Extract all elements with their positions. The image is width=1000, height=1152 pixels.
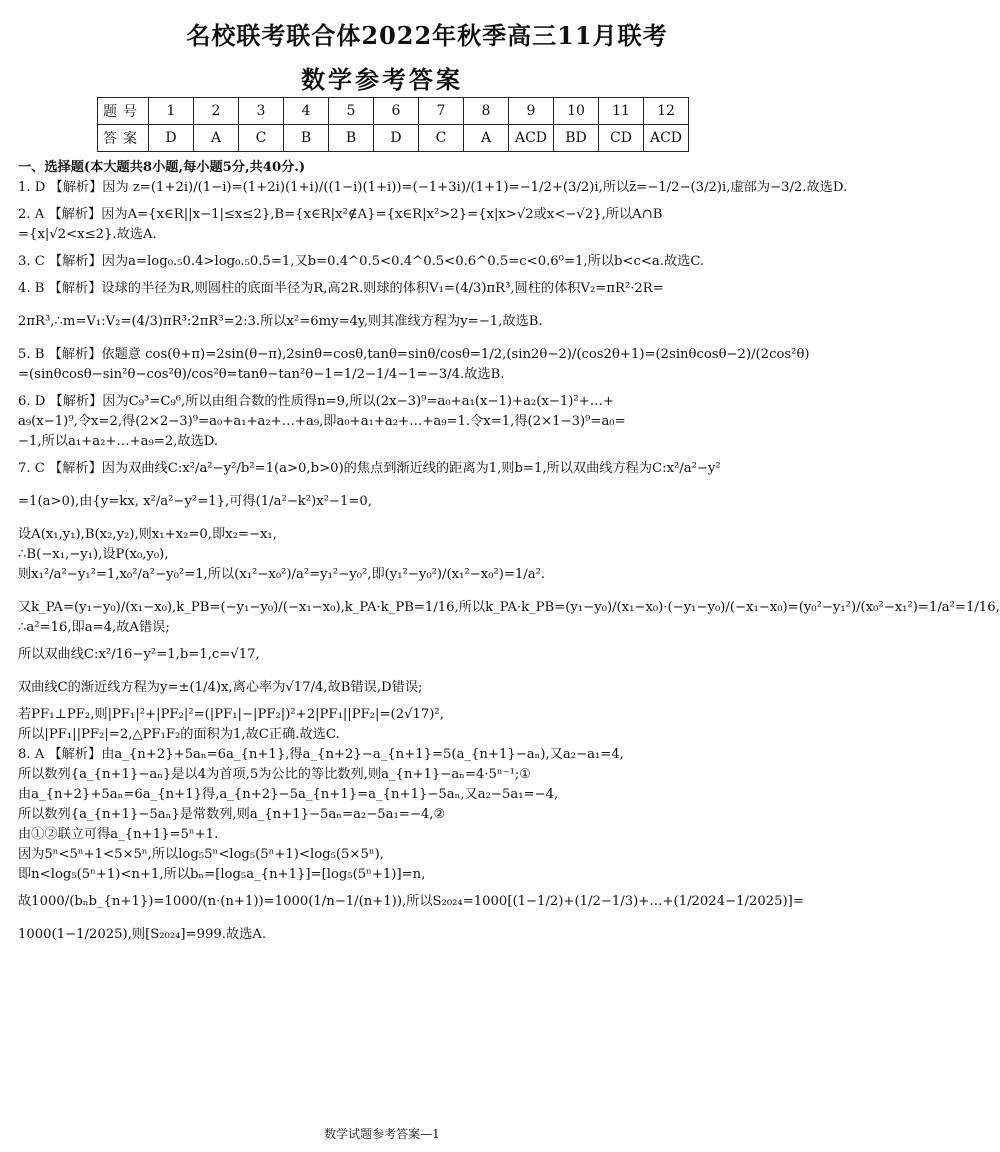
line-spacer [18, 885, 750, 892]
question-number: 1 [149, 98, 194, 125]
line-spacer [18, 585, 750, 598]
answer-cell: A [194, 125, 239, 152]
solution-line: ∴B(−x₁,−y₁),设P(x₀,y₀), [18, 547, 169, 562]
solution-line: 6. D 【解析】因为C₉³=C₉⁶,所以由组合数的性质得n=9,所以(2x−3)⁹=a₀+a₁(x−1)+a₂(x−1)²+…+ [18, 394, 614, 409]
solution-line: −1,所以a₁+a₂+…+a₉=2,故选D. [18, 434, 219, 449]
line-spacer [18, 245, 750, 252]
solution-line: 故1000/(bₙb_{n+1})=1000/(n·(n+1))=1000(1/n−1/(n+1)),所以S₂₀₂₄=1000[(1−1/2)+(1/2−1/3)+…+(1/2024−1/2025)]= [18, 894, 804, 909]
solution-line: 5. B 【解析】依题意 cos(θ+π)=2sin(θ−π),2sinθ=cosθ,tanθ=sinθ/cosθ=1/2,(sin2θ−2)/(cos2θ+1)=(2sinθcosθ−2)/(2cos²θ) [18, 347, 810, 362]
solution-line: 所以|PF₁||PF₂|=2,△PF₁F₂的面积为1,故C正确.故选C. [18, 727, 340, 742]
solution-line: =(sinθcosθ−sin²θ−cos²θ)/cos²θ=tanθ−tan²θ−1=1/2−1/4−1=−3/4.故选B. [18, 367, 505, 382]
solution-line: 所以双曲线C:x²/16−y²=1,b=1,c=√17, [18, 647, 260, 662]
question-number: 4 [284, 98, 329, 125]
solution-line: 因为5ⁿ<5ⁿ+1<5×5ⁿ,所以log₅5ⁿ<log₅(5ⁿ+1)<log₅(5×5ⁿ), [18, 847, 384, 862]
answer-cell: ACD [644, 125, 689, 152]
line-spacer [18, 698, 750, 705]
solution-line: 所以数列{a_{n+1}−aₙ}是以4为首项,5为公比的等比数列,则a_{n+1}−aₙ=4·5ⁿ⁻¹;① [18, 767, 532, 782]
line-spacer [18, 665, 750, 678]
answer-key-title: 数学参考答案 [301, 65, 463, 94]
solution-line: 2πR³,∴m=V₁:V₂=(4/3)πR³:2πR³=2:3.所以x²=6my=4y,则其准线方程为y=−1,故选B. [18, 314, 543, 329]
solution-line: =1(a>0),由{y=kx, x²/a²−y²=1},可得(1/a²−k²)x²−1=0, [18, 494, 373, 509]
question-number: 7 [419, 98, 464, 125]
solution-line: a₉(x−1)⁹,令x=2,得(2×2−3)⁹=a₀+a₁+a₂+…+a₉,即a₀+a₁+a₂+…+a₉=1.令x=1,得(2×1−3)⁹=a₀= [18, 414, 626, 429]
solution-line: 所以数列{a_{n+1}−5aₙ}是常数列,则a_{n+1}−5aₙ=a₂−5a₁=−4,② [18, 807, 446, 822]
page-footer: 数学试题参考答案—1 [324, 1127, 440, 1141]
answer-cell: BD [554, 125, 599, 152]
solution-line: 由a_{n+2}+5aₙ=6a_{n+1}得,a_{n+2}−5a_{n+1}=a_{n+1}−5aₙ,又a₂−5a₁=−4, [18, 787, 559, 802]
solution-line: 1000(1−1/2025),则[S₂₀₂₄]=999.故选A. [18, 927, 267, 942]
line-spacer [18, 332, 750, 345]
question-number: 3 [239, 98, 284, 125]
solution-line: 设A(x₁,y₁),B(x₂,y₂),则x₁+x₂=0,即x₂=−x₁, [18, 527, 277, 542]
solution-line: 8. A 【解析】由a_{n+2}+5aₙ=6a_{n+1},得a_{n+2}−a_{n+1}=5(a_{n+1}−aₙ),又a₂−a₁=4, [18, 747, 624, 762]
solution-line: 即n<log₅(5ⁿ+1)<n+1,所以bₙ=[log₅a_{n+1}]=[log₅(5ⁿ+1)]=n, [18, 867, 426, 882]
answer-cell: B [284, 125, 329, 152]
question-number: 12 [644, 98, 689, 125]
question-number: 5 [329, 98, 374, 125]
solution-line: 又k_PA=(y₁−y₀)/(x₁−x₀),k_PB=(−y₁−y₀)/(−x₁−x₀),k_PA·k_PB=1/16,所以k_PA·k_PB=(y₁−y₀)/(x₁−x₀)·(−y₁−y₀)/(−x₁−x₀)=(y₀²−y₁²)/(x₀²−x₁²)=1/a²=1/16, [18, 600, 1000, 615]
solution-line: 1. D 【解析】因为 z=(1+2i)/(1−i)=(1+2i)(1+i)/((1−i)(1+i))=(−1+3i)/(1+1)=−1/2+(3/2)i,所以z̄=−1/2−(3/2)i,虚部为−3/2.故选D. [18, 180, 848, 195]
line-spacer [18, 512, 750, 525]
row-label: 答案 [98, 125, 149, 152]
exam-title: 名校联考联合体2022年秋季高三11月联考 [186, 21, 668, 50]
line-spacer [18, 479, 750, 492]
line-spacer [18, 272, 750, 279]
question-number: 9 [509, 98, 554, 125]
answer-cell: C [419, 125, 464, 152]
line-spacer [18, 912, 750, 925]
line-spacer [18, 299, 750, 312]
question-number: 6 [374, 98, 419, 125]
answer-row [98, 125, 689, 152]
solution-line: 2. A 【解析】因为A={x∈R||x−1|≤x≤2},B={x∈R|x²∉A}={x∈R|x²>2}={x|x>√2或x<−√2},所以A∩B [18, 207, 663, 222]
solution-line: ∴a²=16,即a=4,故A错误; [18, 620, 170, 635]
question-number-row [98, 98, 689, 125]
line-spacer [18, 198, 750, 205]
question-number: 8 [464, 98, 509, 125]
answer-cell: C [239, 125, 284, 152]
answer-cell: ACD [509, 125, 554, 152]
line-spacer [18, 385, 750, 392]
solution-line: 则x₁²/a²−y₁²=1,x₀²/a²−y₀²=1,所以(x₁²−x₀²)/a²=y₁²−y₀²,即(y₁²−y₀²)/(x₁²−x₀²)=1/a². [18, 567, 546, 582]
answer-cell: D [149, 125, 194, 152]
solution-line: 由①②联立可得a_{n+1}=5ⁿ+1. [18, 827, 219, 842]
solution-lines [18, 178, 1000, 945]
question-number: 10 [554, 98, 599, 125]
answer-table [97, 97, 689, 152]
answer-cell: A [464, 125, 509, 152]
solution-line: 若PF₁⊥PF₂,则|PF₁|²+|PF₂|²=(|PF₁|−|PF₂|)²+2|PF₁||PF₂|=(2√17)², [18, 707, 444, 722]
line-spacer [18, 638, 750, 645]
solution-line: 3. C 【解析】因为a=log₀.₅0.4>log₀.₅0.5=1,又b=0.4^0.5<0.4^0.5<0.6^0.5=c<0.6⁰=1,所以b<c<a.故选C. [18, 254, 705, 269]
line-spacer [18, 452, 750, 459]
answer-cell: CD [599, 125, 644, 152]
solution-line: 双曲线C的渐近线方程为y=±(1/4)x,离心率为√17/4,故B错误,D错误; [18, 680, 423, 695]
solution-line: ={x|√2<x≤2}.故选A. [18, 227, 157, 242]
answer-cell: D [374, 125, 419, 152]
row-label: 题号 [98, 98, 149, 125]
solutions-body [18, 158, 1000, 945]
answer-cell: B [329, 125, 374, 152]
section-heading: 一、选择题(本大题共8小题,每小题5分,共40分.) [18, 160, 306, 175]
solution-line: 7. C 【解析】因为双曲线C:x²/a²−y²/b²=1(a>0,b>0)的焦点到渐近线的距离为1,则b=1,所以双曲线方程为C:x²/a²−y² [18, 461, 721, 476]
question-number: 2 [194, 98, 239, 125]
solution-line: 4. B 【解析】设球的半径为R,则圆柱的底面半径为R,高2R.则球的体积V₁=(4/3)πR³,圆柱的体积V₂=πR²·2R= [18, 281, 664, 296]
question-number: 11 [599, 98, 644, 125]
